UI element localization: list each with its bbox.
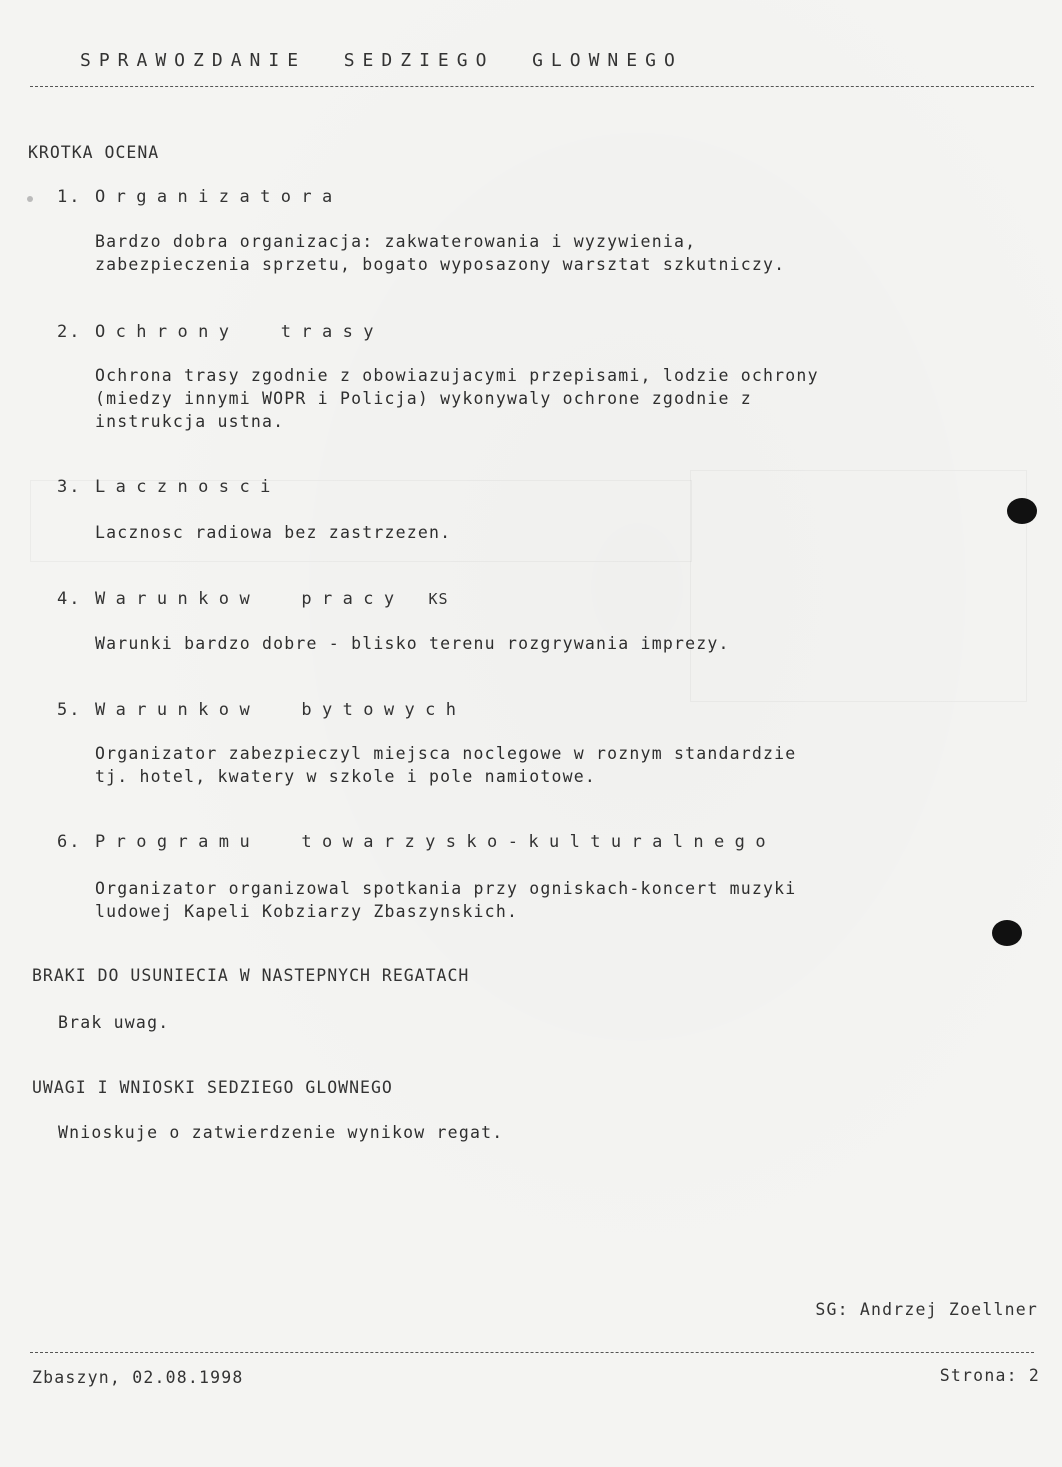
item-number: 2. — [57, 322, 82, 342]
item-body-text: Organizator zabezpieczyl miejsca noclegowe w roznym standardzie tj. hotel, kwatery w szkole i pole namiotowe. — [95, 744, 797, 786]
item-heading: Programu towarzysko-kulturalnego — [95, 832, 776, 852]
item-number: 4. — [57, 589, 82, 609]
item-title — [57, 832, 776, 852]
item-heading: Ochrony trasy — [95, 322, 384, 342]
footer-page-number: Strona: 2 — [939, 1366, 1040, 1385]
item-body-text: Lacznosc radiowa bez zastrzezen. — [95, 523, 452, 542]
item-number: 3. — [57, 477, 82, 497]
item-number: 6. — [57, 832, 82, 852]
bottom-dashed-rule — [30, 1352, 1034, 1353]
item-heading: Warunkow pracy — [95, 589, 405, 609]
item-body-text: Organizator organizowal spotkania przy ogniskach-koncert muzyki ludowej Kapeli Kobziarzy Zbaszynskich. — [95, 879, 797, 921]
item-number: 5. — [57, 700, 82, 720]
punch-hole — [992, 920, 1022, 946]
punch-hole — [1007, 498, 1037, 524]
bleed-through-box — [690, 470, 1027, 702]
top-dashed-rule — [30, 86, 1034, 87]
item-heading: Organizatora — [95, 187, 343, 207]
section-heading-short-eval: KROTKA OCENA — [28, 143, 160, 162]
item-body-text: Ochrona trasy zgodnie z obowiazujacymi przepisami, lodzie ochrony (miedzy innymi WOPR i Policja) wykonywaly ochrone zgodnie z instrukcja ustna. — [95, 366, 819, 431]
item-title — [57, 322, 384, 342]
item-body-text: Warunki bardzo dobre - blisko terenu rozgrywania imprezy. — [95, 634, 730, 653]
section-heading-remarks: UWAGI I WNIOSKI SEDZIEGO GLOWNEGO — [32, 1078, 393, 1097]
item-heading-suffix: KS — [428, 590, 449, 608]
document-title: SPRAWOZDANIE SEDZIEGO GLOWNEGO — [80, 50, 683, 71]
shortcomings-text: Brak uwag. — [58, 1013, 170, 1032]
item-number: 1. — [57, 187, 82, 207]
section-heading-shortcomings: BRAKI DO USUNIECIA W NASTEPNYCH REGATACH — [32, 966, 470, 985]
item-title — [57, 477, 281, 497]
footer-place-date: Zbaszyn, 02.08.1998 — [32, 1368, 244, 1387]
item-heading: Lacznosci — [95, 477, 281, 497]
signature: SG: Andrzej Zoellner — [815, 1300, 1038, 1319]
remarks-text: Wnioskuje o zatwierdzenie wynikow regat. — [58, 1123, 504, 1142]
item-heading: Warunkow bytowych — [95, 700, 467, 720]
item-body-text: Bardzo dobra organizacja: zakwaterowania i wyzywienia, zabezpieczenia sprzetu, bogato wyposazony warsztat szkutniczy. — [95, 232, 786, 274]
bullet-dot — [27, 196, 33, 202]
item-title — [57, 700, 466, 720]
item-title — [57, 187, 343, 207]
item-title — [57, 589, 449, 609]
